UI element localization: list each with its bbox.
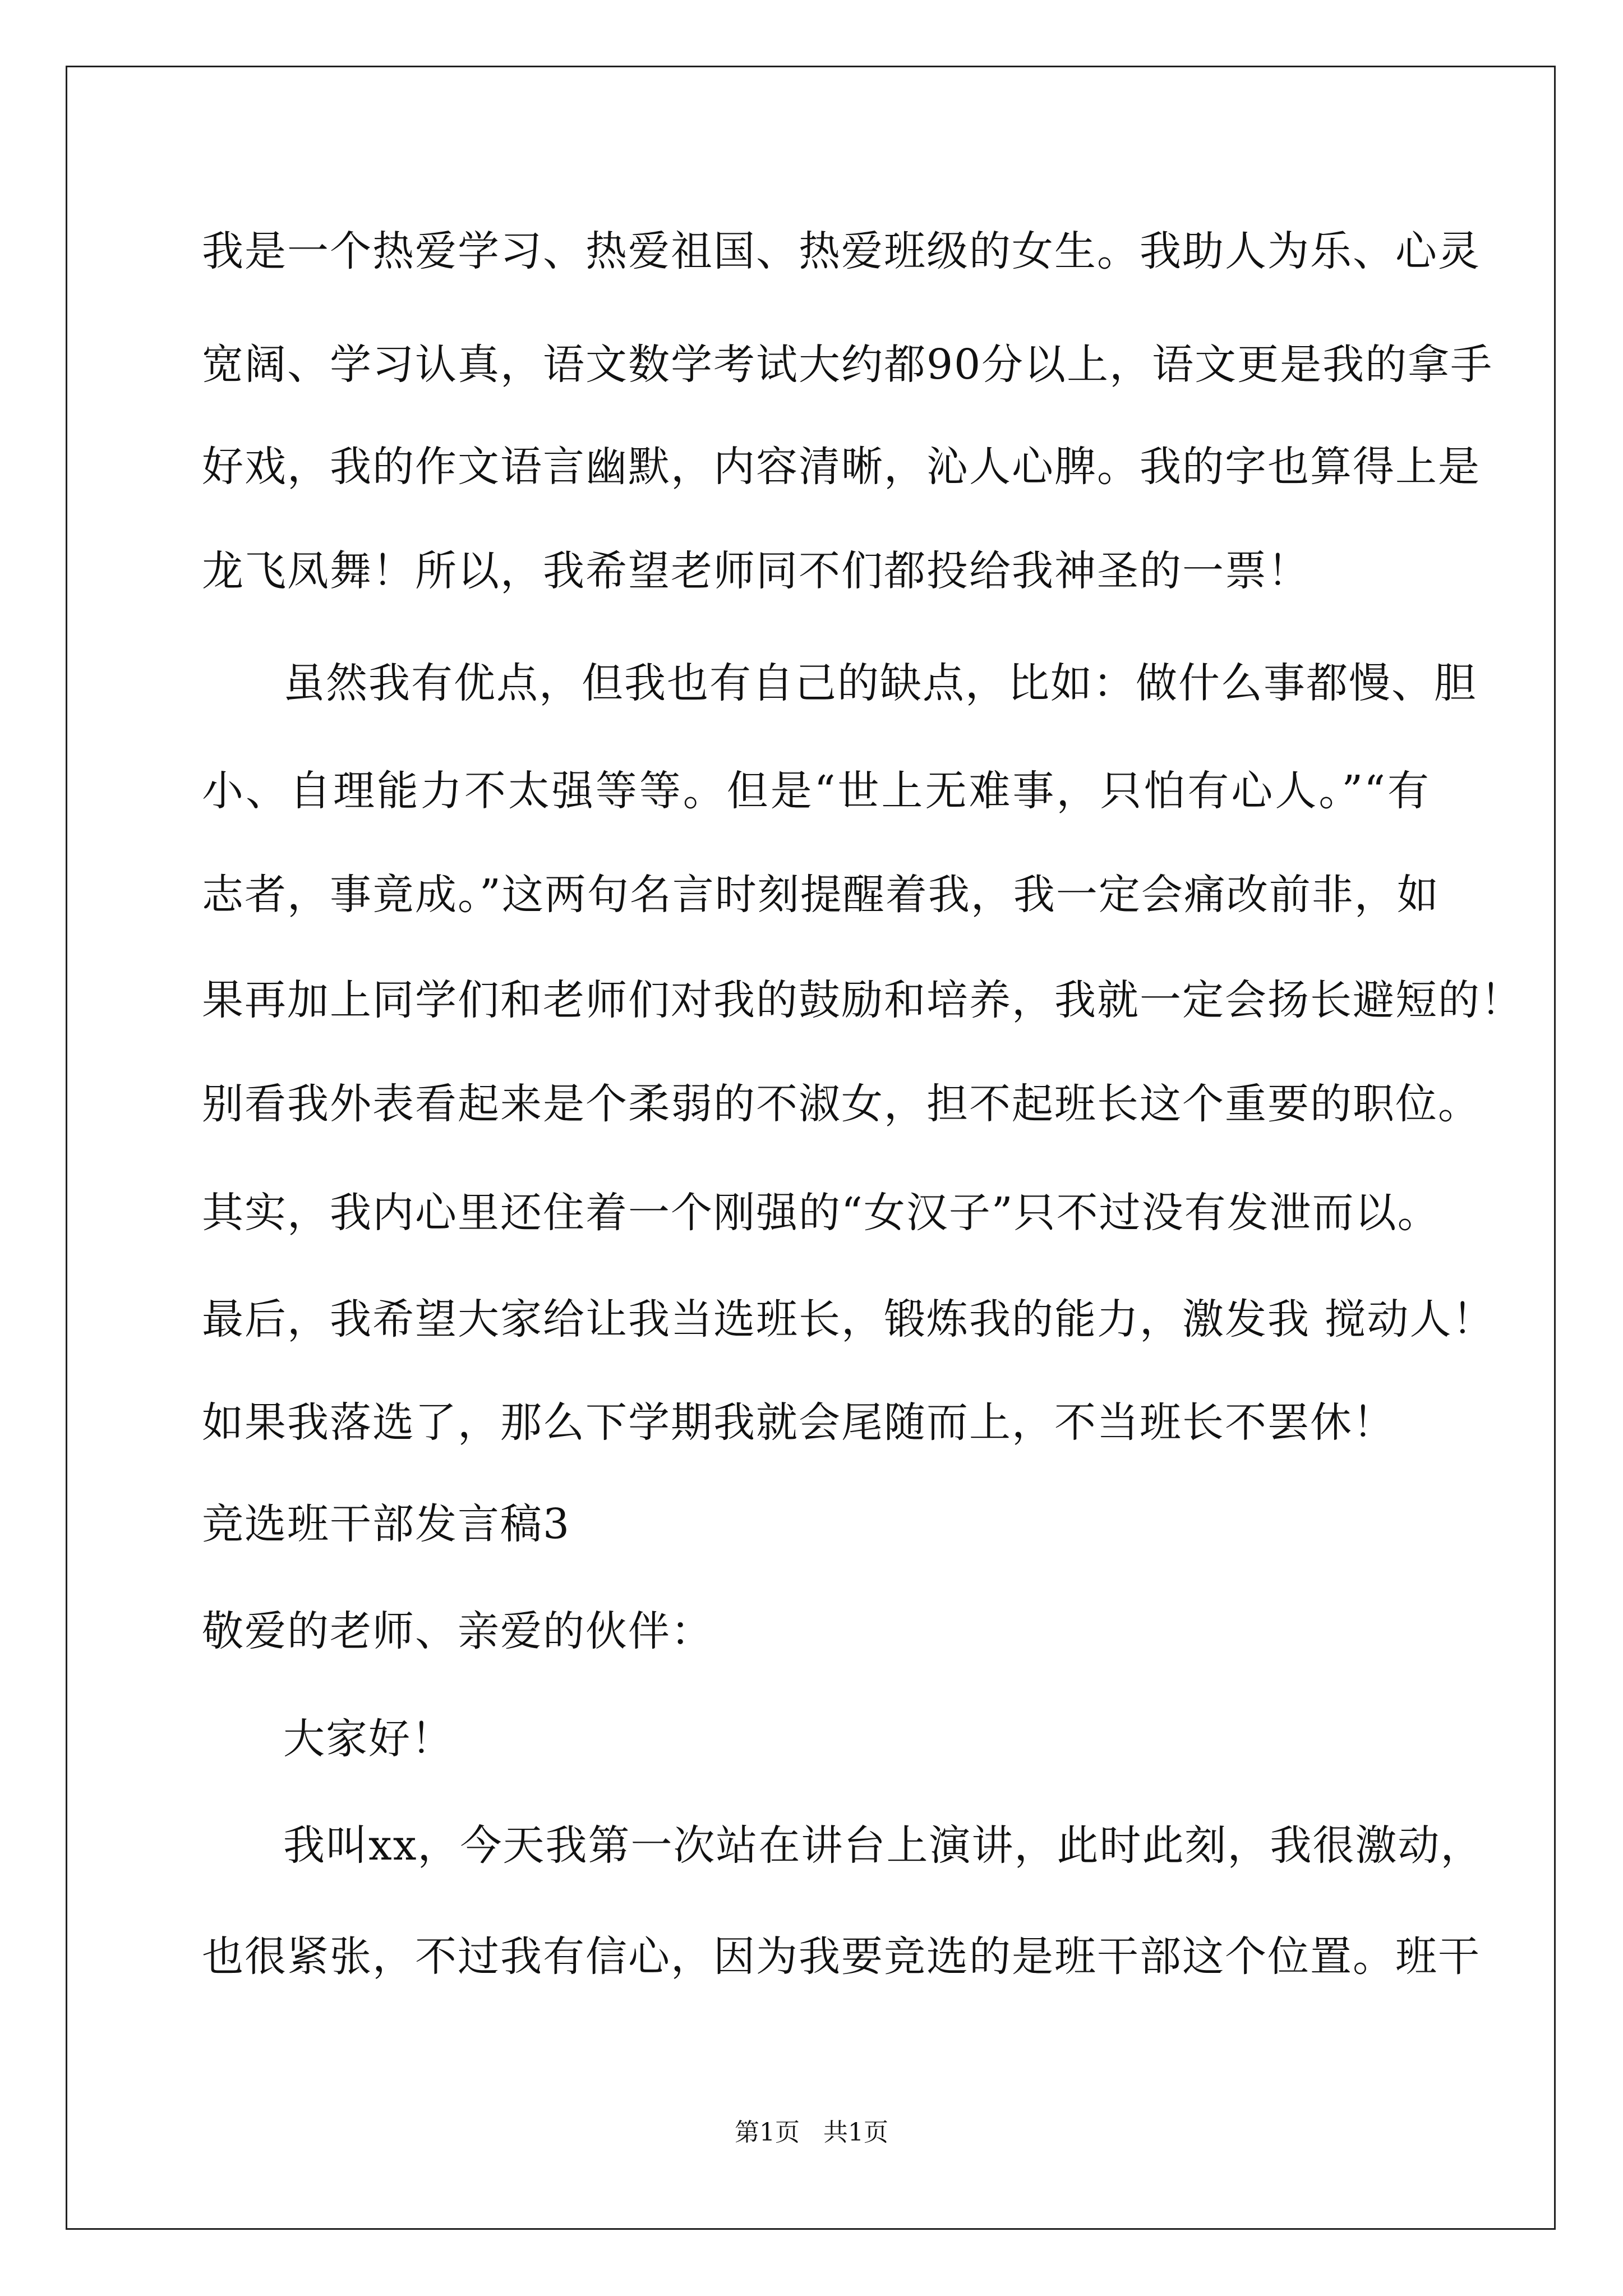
paragraph-line: 如果我落选了，那么下学期我就会尾随而上，不当班长不罢休！	[202, 1398, 1395, 1447]
paragraph-line: 我是一个热爱学习、热爱祖国、热爱班级的女生。我助人为乐、心灵	[202, 227, 1481, 275]
section-heading: 竞选班干部发言稿3	[202, 1500, 571, 1548]
paragraph-line: 最后，我希望大家给让我当选班长，锻炼我的能力，激发我 搅动人！	[202, 1295, 1495, 1343]
salutation: 敬爱的老师、亲爱的伙伴：	[202, 1607, 713, 1655]
paragraph-line: 其实，我内心里还住着一个刚强的“女汉子”只不过没有发泄而以。	[202, 1189, 1440, 1237]
paragraph-line: 小、自理能力不太强等等。但是“世上无难事，只怕有心人。”“有	[202, 767, 1430, 815]
paragraph-line: 果再加上同学们和老师们对我的鼓励和培养，我就一定会扬长避短的！	[202, 976, 1523, 1024]
paragraph-line: 宽阔、学习认真，语文数学考试大约都90分以上，语文更是我的拿手	[202, 341, 1493, 389]
paragraph-line: 也很紧张，不过我有信心，因为我要竞选的是班干部这个位置。班干	[202, 1932, 1481, 1981]
paragraph-line: 别看我外表看起来是个柔弱的不淑女，担不起班长这个重要的职位。	[202, 1080, 1481, 1128]
paragraph-line: 龙飞凤舞！所以，我希望老师同不们都投给我神圣的一票！	[202, 547, 1310, 595]
greeting: 大家好！	[283, 1715, 454, 1763]
page-footer: 第1页 共1页	[735, 2118, 888, 2147]
paragraph-line: 志者，事竟成。”这两句名言时刻提醒着我，我一定会痛改前非，如	[202, 871, 1440, 919]
paragraph-line: 好戏，我的作文语言幽默，内容清晰，沁人心脾。我的字也算得上是	[202, 443, 1481, 491]
paragraph-line: 我叫xx，今天我第一次站在讲台上演讲，此时此刻，我很激动，	[283, 1821, 1483, 1870]
paragraph-line: 虽然我有优点，但我也有自己的缺点，比如：做什么事都慢、胆	[283, 659, 1477, 707]
